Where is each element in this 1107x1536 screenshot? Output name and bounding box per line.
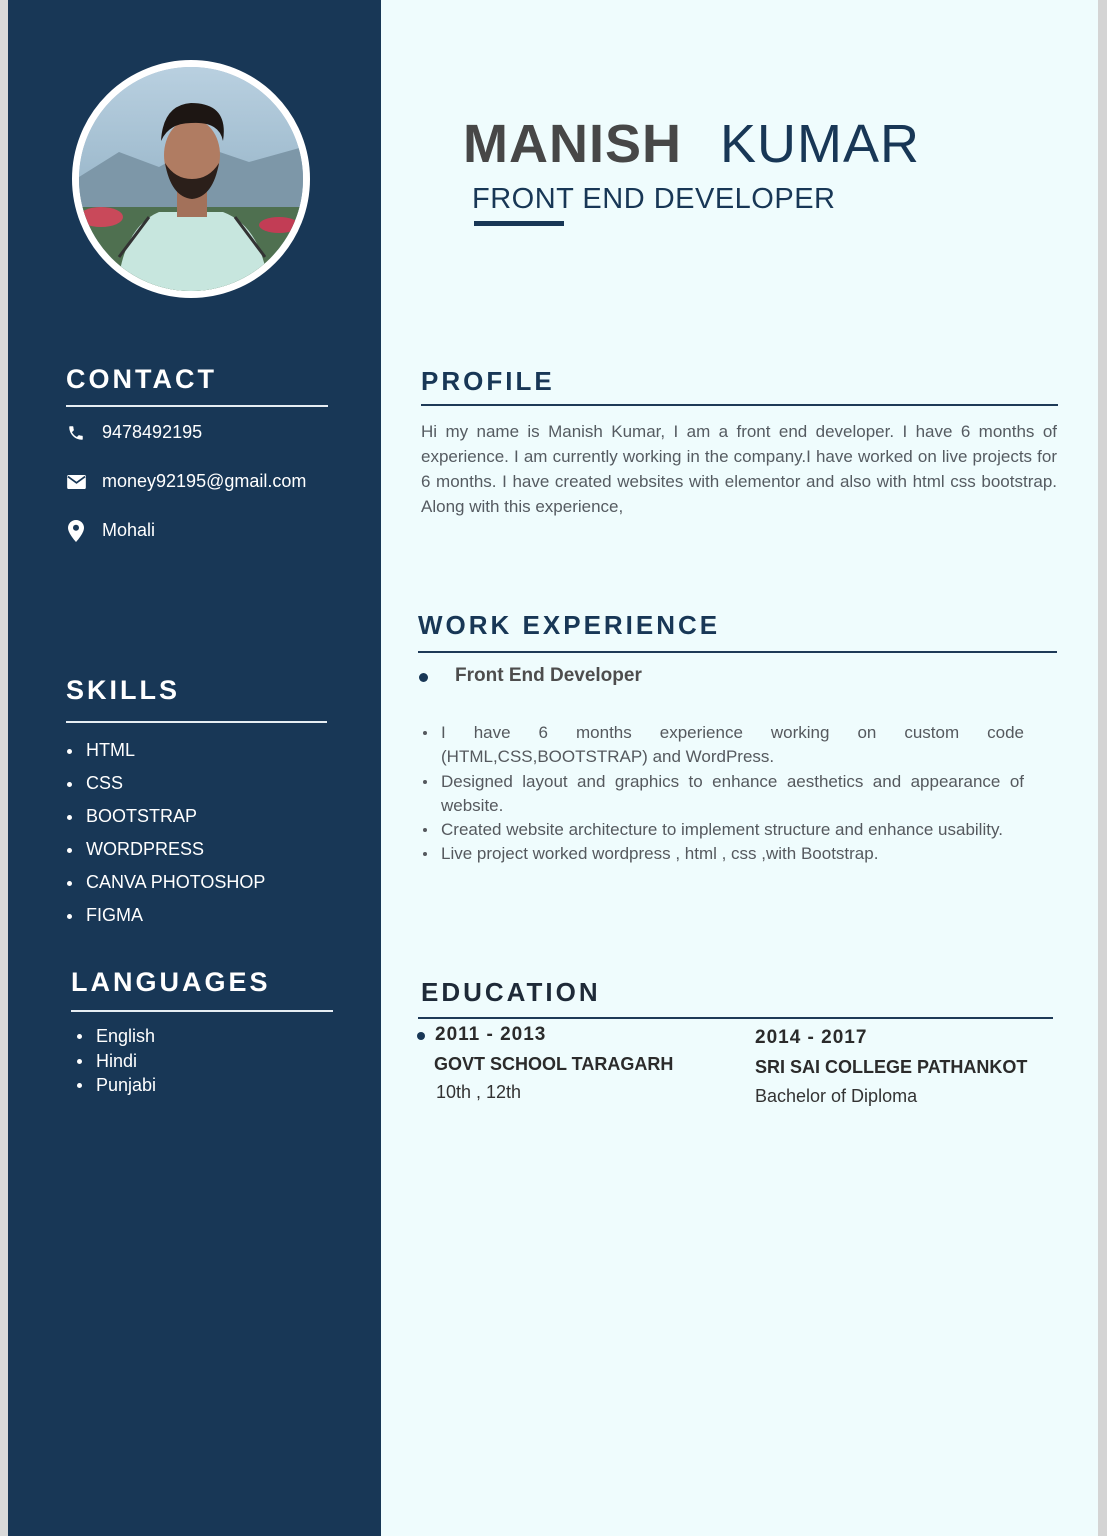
education-years-1: 2011 - 2013 bbox=[435, 1024, 547, 1045]
location-text: Mohali bbox=[102, 520, 156, 540]
education-divider bbox=[418, 1017, 1053, 1019]
skills-heading: SKILLS bbox=[66, 675, 181, 705]
skill-item: WORDPRESS bbox=[66, 833, 265, 866]
contact-location bbox=[66, 520, 155, 541]
skills-divider bbox=[66, 721, 327, 723]
profile-summary: Hi my name is Manish Kumar, I am a front end developer. I have 6 months of experience. I am currently working in the company.I have worked on live projects for 6 months. I have created websites with elementor and also with html css bootstrap. Along with this experience, bbox=[421, 422, 1057, 516]
job-role: Front End Developer bbox=[455, 665, 642, 686]
email-address: money92195@gmail.com bbox=[102, 471, 307, 491]
envelope-icon bbox=[66, 472, 86, 492]
contact-email[interactable] bbox=[66, 471, 306, 492]
full-name bbox=[463, 112, 920, 176]
languages-heading: LANGUAGES bbox=[71, 967, 271, 997]
education-years-2: 2014 - 2017 bbox=[755, 1027, 868, 1048]
education-degree-1: 10th , 12th bbox=[436, 1082, 522, 1102]
work-point: Created website architecture to implement structure and enhance usability. bbox=[420, 818, 1024, 842]
role-bullet bbox=[419, 673, 428, 682]
language-item: Hindi bbox=[76, 1049, 156, 1074]
first-name: MANISH bbox=[463, 114, 682, 174]
language-item: Punjabi bbox=[76, 1073, 156, 1098]
map-pin-icon bbox=[66, 521, 86, 541]
work-experience-divider bbox=[418, 651, 1057, 653]
contact-heading: CONTACT bbox=[66, 364, 217, 394]
phone-number: 9478492195 bbox=[102, 422, 203, 442]
page-edge-shadow bbox=[1098, 0, 1107, 1536]
education-degree-2: Bachelor of Diploma bbox=[755, 1086, 918, 1106]
profile-photo bbox=[72, 60, 310, 298]
title-underline bbox=[474, 221, 564, 226]
contact-phone[interactable] bbox=[66, 422, 202, 443]
skill-item: BOOTSTRAP bbox=[66, 800, 265, 833]
skill-item: FIGMA bbox=[66, 899, 265, 932]
languages-list bbox=[76, 1024, 156, 1098]
languages-divider bbox=[71, 1010, 333, 1012]
education-school-2: SRI SAI COLLEGE PATHANKOT bbox=[755, 1057, 1028, 1077]
work-responsibilities bbox=[420, 721, 1024, 867]
work-experience-heading: WORK EXPERIENCE bbox=[418, 610, 721, 640]
skills-list bbox=[66, 734, 265, 932]
profile-divider bbox=[421, 404, 1058, 406]
education-bullet bbox=[417, 1032, 425, 1040]
work-point: I have 6 months experience working on custom code (HTML,CSS,BOOTSTRAP) and WordPress. bbox=[420, 721, 1024, 770]
profile-heading: PROFILE bbox=[421, 366, 555, 396]
skill-item: CSS bbox=[66, 767, 265, 800]
education-heading: EDUCATION bbox=[421, 977, 601, 1007]
education-school-1: GOVT SCHOOL TARAGARH bbox=[434, 1054, 674, 1074]
work-point: Designed layout and graphics to enhance aesthetics and appearance of website. bbox=[420, 770, 1024, 819]
skill-item: HTML bbox=[66, 734, 265, 767]
sidebar bbox=[8, 0, 381, 1536]
language-item: English bbox=[76, 1024, 156, 1049]
contact-divider bbox=[66, 405, 328, 407]
skill-item: CANVA PHOTOSHOP bbox=[66, 866, 265, 899]
work-point: Live project worked wordpress , html , css ,with Bootstrap. bbox=[420, 842, 1024, 866]
phone-icon bbox=[66, 423, 86, 443]
job-title: FRONT END DEVELOPER bbox=[472, 183, 836, 215]
last-name: KUMAR bbox=[720, 114, 921, 174]
